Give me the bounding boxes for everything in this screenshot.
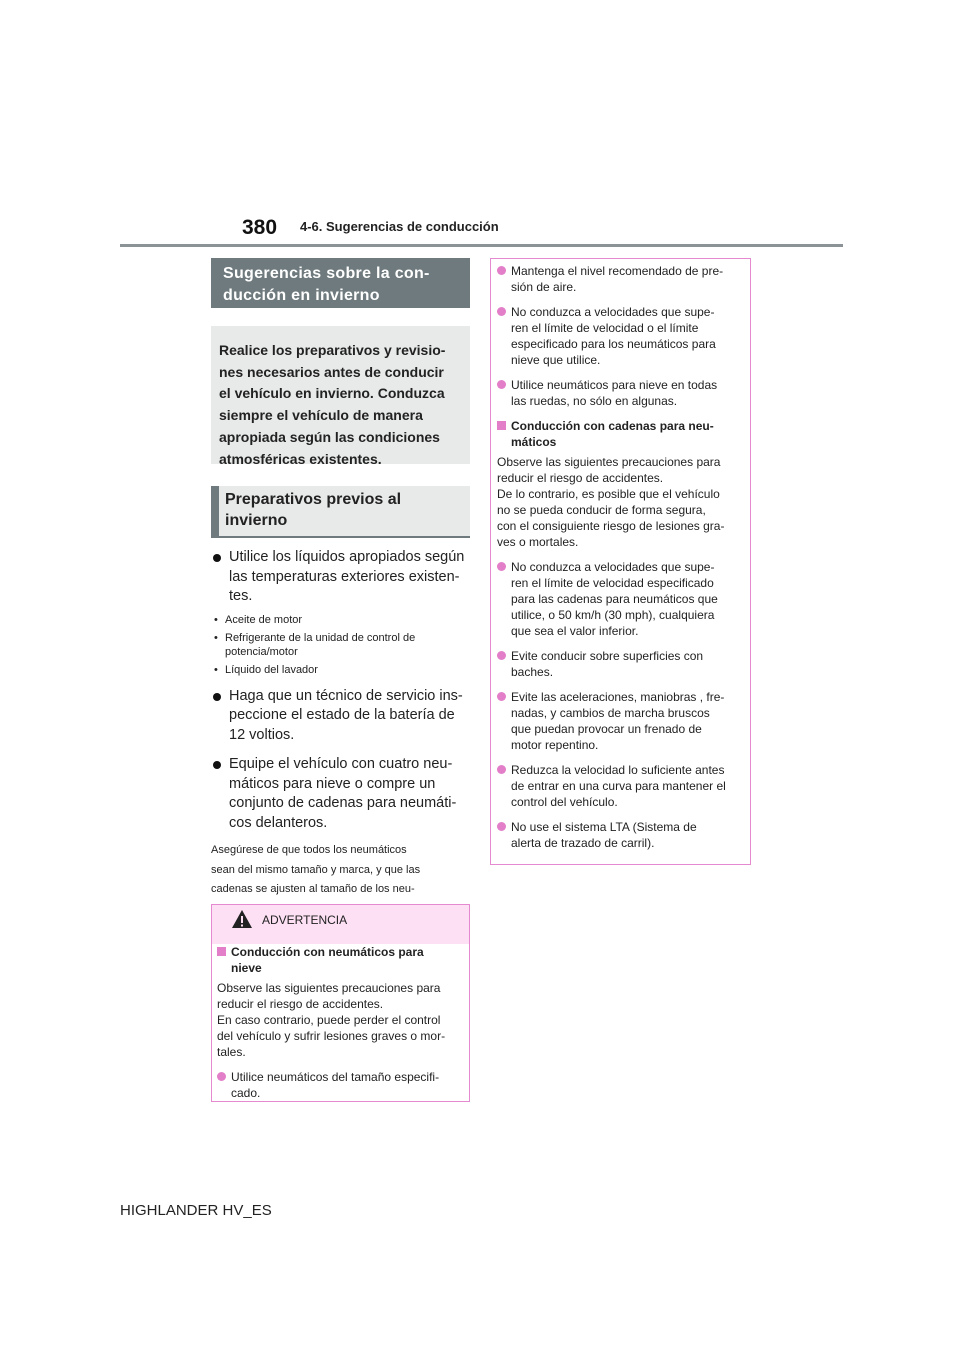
footer-model: HIGHLANDER HV_ES [120, 1202, 272, 1219]
bullet-fluids: Utilice los líquidos apropiados según las temperaturas exteriores existen- tes. [211, 548, 470, 607]
warning-title: ADVERTENCIA [262, 913, 348, 927]
list-item: • Refrigerante de la unidad de control de potencia/motor [211, 631, 470, 659]
list-item: Utilice neumáticos para nieve en todas las ruedas, no sólo en algunas. [497, 377, 744, 409]
warning-box [211, 904, 470, 1102]
section-title: 4-6. Sugerencias de conducción [300, 219, 499, 234]
bullet-tires: Equipe el vehículo con cuatro neu- máticos para nieve o compre un conjunto de cadenas para neumáti- cos delanteros. [211, 755, 470, 833]
list-item: Evite las aceleraciones, maniobras , fre- nadas, y cambios de marcha bruscos que puedan provocar un frenado de motor repentino. [497, 689, 744, 753]
list-item: No use el sistema LTA (Sistema de alerta de trazado de carril). [497, 819, 744, 851]
warning-bullet: Utilice neumáticos del tamaño especifi- cado. [217, 1069, 464, 1101]
chains-subheading: Conducción con cadenas para neu- máticos [497, 418, 744, 450]
warning-triangle-icon [231, 909, 253, 929]
page-number: 380 [242, 216, 278, 239]
list-item: • Aceite de motor [211, 613, 470, 627]
intro-box: Realice los preparativos y revisio- nes necesarios antes de conducir el vehículo en invierno. Conduzca siempre el vehículo de manera apropiada según las condiciones atmosféricas existentes. [211, 326, 470, 464]
header-divider [120, 244, 843, 247]
list-item: Mantenga el nivel recomendado de pre- sión de aire. [497, 263, 744, 295]
warning-subheading: Conducción con neumáticos para nieve [217, 944, 464, 976]
subsection-heading: Preparativos previos al invierno [211, 486, 470, 538]
list-item: No conduzca a velocidades que supe- ren el límite de velocidad especificado para las cadenas para neumáticos que utilice, o 50 km/h (30 mph), cualquiera que sea el valor inferior. [497, 559, 744, 639]
left-column [211, 258, 470, 919]
fluid-list [211, 613, 470, 677]
list-item: • Líquido del lavador [211, 663, 470, 677]
warning-header [212, 905, 469, 944]
main-heading: Sugerencias sobre la con- ducción en invierno [211, 258, 470, 308]
chains-text: Observe las siguientes precauciones para reducir el riesgo de accidentes. De lo contrario, es posible que el vehículo no se pueda conducir de forma segura, con el consiguiente riesgo de lesiones gra- ves o mortales. [497, 455, 725, 549]
list-item: Evite conducir sobre superficies con baches. [497, 648, 744, 680]
bullet-battery: Haga que un técnico de servicio ins- peccione el estado de la batería de 12 voltios. [211, 687, 470, 746]
tire-note: Asegúrese de que todos los neumáticos sean del mismo tamaño y marca, y que las cadenas se ajusten al tamaño de los neu- [211, 844, 421, 895]
warning-text: Observe las siguientes precauciones para reducir el riesgo de accidentes. En caso contrario, puede perder el control del vehículo y sufrir lesiones graves o mor- tales. [217, 981, 446, 1059]
list-item: Reduzca la velocidad lo suficiente antes de entrar en una curva para mantener el control del vehículo. [497, 762, 744, 810]
list-item: No conduzca a velocidades que supe- ren el límite de velocidad o el límite especificado para los neumáticos para nieve que utilice. [497, 304, 744, 368]
warning-continued-box [490, 258, 751, 865]
warning-body [212, 944, 469, 1101]
